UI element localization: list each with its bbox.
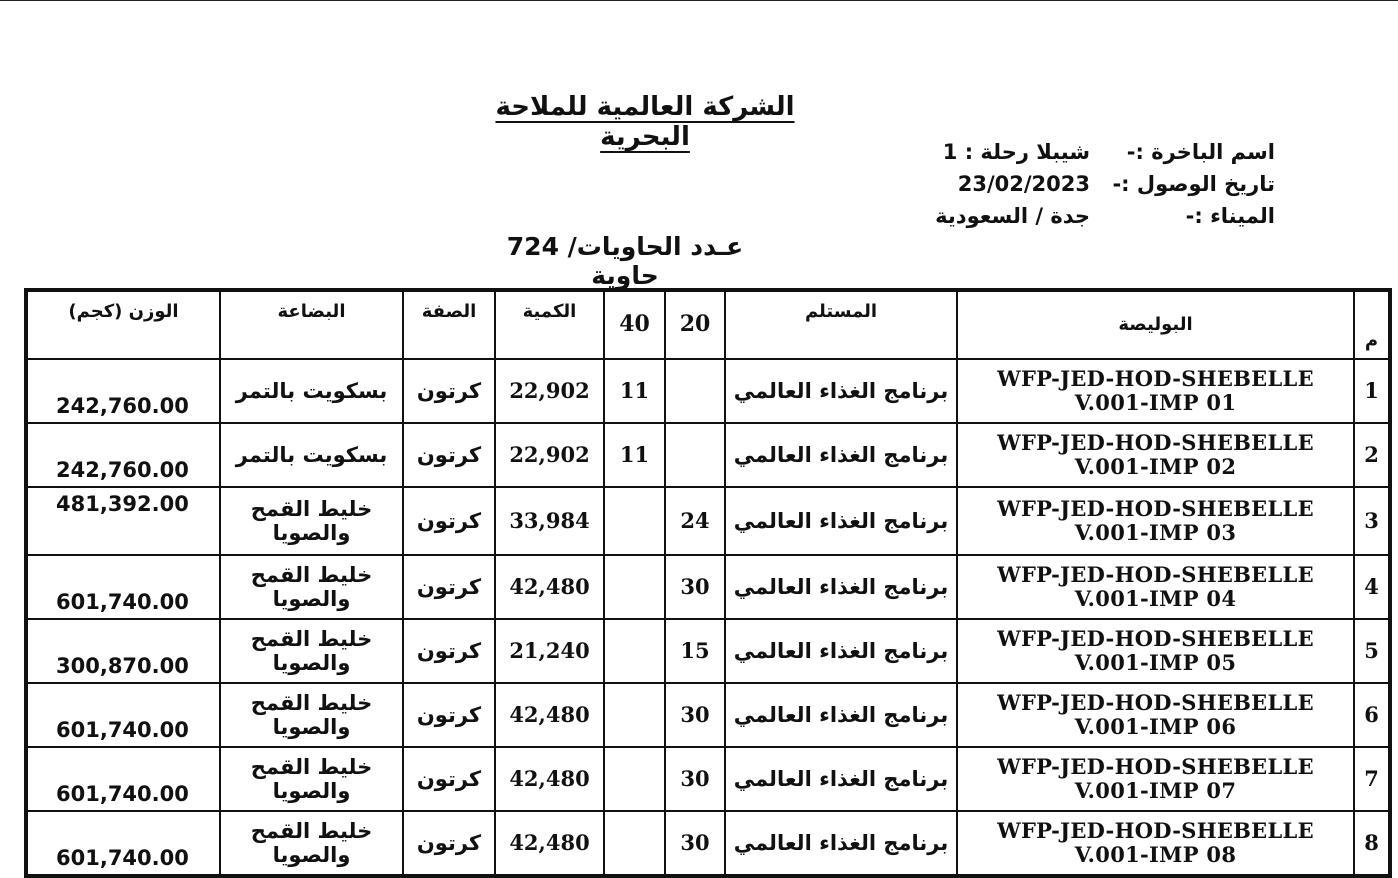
bill-of-lading <box>957 811 1354 876</box>
bill-line-1: WFP-JED-HOD-SHEBELLE <box>997 625 1314 651</box>
weight-kg: 601,740.00 <box>26 747 220 811</box>
weight-kg: 601,740.00 <box>26 683 220 747</box>
bill-line-2: V.001-IMP 05 <box>1074 650 1237 675</box>
consignee: برنامج الغذاء العالمي <box>725 619 957 683</box>
port-row <box>900 204 1275 234</box>
count-40ft <box>604 683 665 747</box>
header-bill: البوليصة <box>957 290 1354 359</box>
row-index: 3 <box>1354 487 1390 555</box>
goods <box>220 423 403 487</box>
manifest-table <box>24 288 1392 878</box>
goods-line-1: بسكويت بالتمر <box>235 378 388 403</box>
goods-line-2: والصويا <box>272 715 351 739</box>
unit-type: كرتون <box>403 423 495 487</box>
row-index: 5 <box>1354 619 1390 683</box>
table-row <box>26 747 1390 811</box>
goods <box>220 359 403 423</box>
bill-of-lading <box>957 683 1354 747</box>
port-label: الميناء :- <box>1185 204 1275 228</box>
top-border-line <box>0 0 1398 1</box>
goods-line-1: خليط القمح <box>250 626 373 651</box>
bill-line-1: WFP-JED-HOD-SHEBELLE <box>997 365 1314 391</box>
quantity: 21,240 <box>495 619 604 683</box>
table-row <box>26 619 1390 683</box>
goods <box>220 619 403 683</box>
goods-line-1: خليط القمح <box>250 754 373 779</box>
bill-line-2: V.001-IMP 03 <box>1074 520 1237 545</box>
consignee: برنامج الغذاء العالمي <box>725 555 957 619</box>
bill-of-lading <box>957 487 1354 555</box>
goods-line-2: والصويا <box>272 779 351 803</box>
consignee: برنامج الغذاء العالمي <box>725 811 957 876</box>
ship-name-label: اسم الباخرة :- <box>1126 140 1275 164</box>
header-weight: الوزن (كجم) <box>26 290 220 359</box>
bill-of-lading <box>957 619 1354 683</box>
table-row <box>26 423 1390 487</box>
consignee: برنامج الغذاء العالمي <box>725 359 957 423</box>
unit-type: كرتون <box>403 359 495 423</box>
bill-line-1: WFP-JED-HOD-SHEBELLE <box>997 817 1314 843</box>
goods-line-2: والصويا <box>272 587 351 611</box>
arrival-date-row <box>900 172 1275 202</box>
quantity: 22,902 <box>495 359 604 423</box>
ship-name-value: شيبلا رحلة : 1 <box>942 140 1090 164</box>
count-40ft <box>604 619 665 683</box>
bill-line-2: V.001-IMP 07 <box>1074 778 1237 803</box>
count-40ft <box>604 811 665 876</box>
table-row <box>26 811 1390 876</box>
count-40ft <box>604 747 665 811</box>
bill-line-1: WFP-JED-HOD-SHEBELLE <box>997 753 1314 779</box>
count-20ft <box>665 359 725 423</box>
quantity: 22,902 <box>495 423 604 487</box>
bill-of-lading <box>957 423 1354 487</box>
port-value: جدة / السعودية <box>935 204 1090 228</box>
unit-type: كرتون <box>403 487 495 555</box>
bill-line-1: WFP-JED-HOD-SHEBELLE <box>997 689 1314 715</box>
goods-line-1: خليط القمح <box>250 818 373 843</box>
header-40ft: 40 <box>604 290 665 359</box>
unit-type: كرتون <box>403 555 495 619</box>
goods-line-1: خليط القمح <box>250 690 373 715</box>
goods <box>220 555 403 619</box>
quantity: 42,480 <box>495 555 604 619</box>
table-header-row <box>26 290 1390 359</box>
bill-of-lading <box>957 359 1354 423</box>
count-20ft: 15 <box>665 619 725 683</box>
consignee: برنامج الغذاء العالمي <box>725 487 957 555</box>
goods <box>220 487 403 555</box>
count-20ft: 30 <box>665 683 725 747</box>
weight-kg: 601,740.00 <box>26 811 220 876</box>
bill-of-lading <box>957 555 1354 619</box>
goods-line-1: خليط القمح <box>250 496 373 521</box>
weight-kg: 481,392.00 <box>26 487 220 555</box>
table-row <box>26 555 1390 619</box>
consignee: برنامج الغذاء العالمي <box>725 747 957 811</box>
goods-line-1: خليط القمح <box>250 562 373 587</box>
count-20ft: 24 <box>665 487 725 555</box>
goods-line-2: والصويا <box>272 843 351 867</box>
bill-line-1: WFP-JED-HOD-SHEBELLE <box>997 429 1314 455</box>
weight-kg: 300,870.00 <box>26 619 220 683</box>
row-index: 8 <box>1354 811 1390 876</box>
bill-line-2: V.001-IMP 04 <box>1074 586 1237 611</box>
unit-type: كرتون <box>403 683 495 747</box>
count-40ft: 11 <box>604 423 665 487</box>
count-20ft: 30 <box>665 747 725 811</box>
goods <box>220 683 403 747</box>
row-index: 1 <box>1354 359 1390 423</box>
consignee: برنامج الغذاء العالمي <box>725 683 957 747</box>
header-unit: الصفة <box>403 290 495 359</box>
header-20ft: 20 <box>665 290 725 359</box>
table-row <box>26 359 1390 423</box>
goods-line-1: بسكويت بالتمر <box>235 442 388 467</box>
table-row <box>26 683 1390 747</box>
weight-kg: 242,760.00 <box>26 359 220 423</box>
count-40ft <box>604 555 665 619</box>
ship-name-row <box>900 140 1275 170</box>
count-40ft <box>604 487 665 555</box>
company-title: الشركة العالمية للملاحة البحرية <box>495 92 795 152</box>
arrival-date-value: 23/02/2023 <box>957 172 1090 196</box>
bill-of-lading <box>957 747 1354 811</box>
consignee: برنامج الغذاء العالمي <box>725 423 957 487</box>
container-count: عـدد الحاويات/ 724 حاوية <box>506 232 744 290</box>
table-row <box>26 487 1390 555</box>
header-index: م <box>1354 290 1390 359</box>
row-index: 2 <box>1354 423 1390 487</box>
unit-type: كرتون <box>403 811 495 876</box>
weight-kg: 242,760.00 <box>26 423 220 487</box>
bill-line-2: V.001-IMP 08 <box>1074 842 1237 867</box>
bill-line-2: V.001-IMP 06 <box>1074 714 1237 739</box>
count-20ft: 30 <box>665 811 725 876</box>
quantity: 42,480 <box>495 811 604 876</box>
bill-line-2: V.001-IMP 02 <box>1074 454 1237 479</box>
unit-type: كرتون <box>403 619 495 683</box>
row-index: 7 <box>1354 747 1390 811</box>
header-goods: البضاعة <box>220 290 403 359</box>
count-40ft: 11 <box>604 359 665 423</box>
row-index: 6 <box>1354 683 1390 747</box>
quantity: 42,480 <box>495 683 604 747</box>
count-20ft <box>665 423 725 487</box>
weight-kg: 601,740.00 <box>26 555 220 619</box>
goods-line-2: والصويا <box>272 521 351 545</box>
goods <box>220 747 403 811</box>
row-index: 4 <box>1354 555 1390 619</box>
quantity: 42,480 <box>495 747 604 811</box>
arrival-date-label: تاريخ الوصول :- <box>1112 172 1275 196</box>
header-consignee: المستلم <box>725 290 957 359</box>
count-20ft: 30 <box>665 555 725 619</box>
bill-line-1: WFP-JED-HOD-SHEBELLE <box>997 561 1314 587</box>
goods-line-2: والصويا <box>272 651 351 675</box>
goods <box>220 811 403 876</box>
unit-type: كرتون <box>403 747 495 811</box>
quantity: 33,984 <box>495 487 604 555</box>
header-quantity: الكمية <box>495 290 604 359</box>
bill-line-2: V.001-IMP 01 <box>1074 390 1237 415</box>
bill-line-1: WFP-JED-HOD-SHEBELLE <box>997 495 1314 521</box>
